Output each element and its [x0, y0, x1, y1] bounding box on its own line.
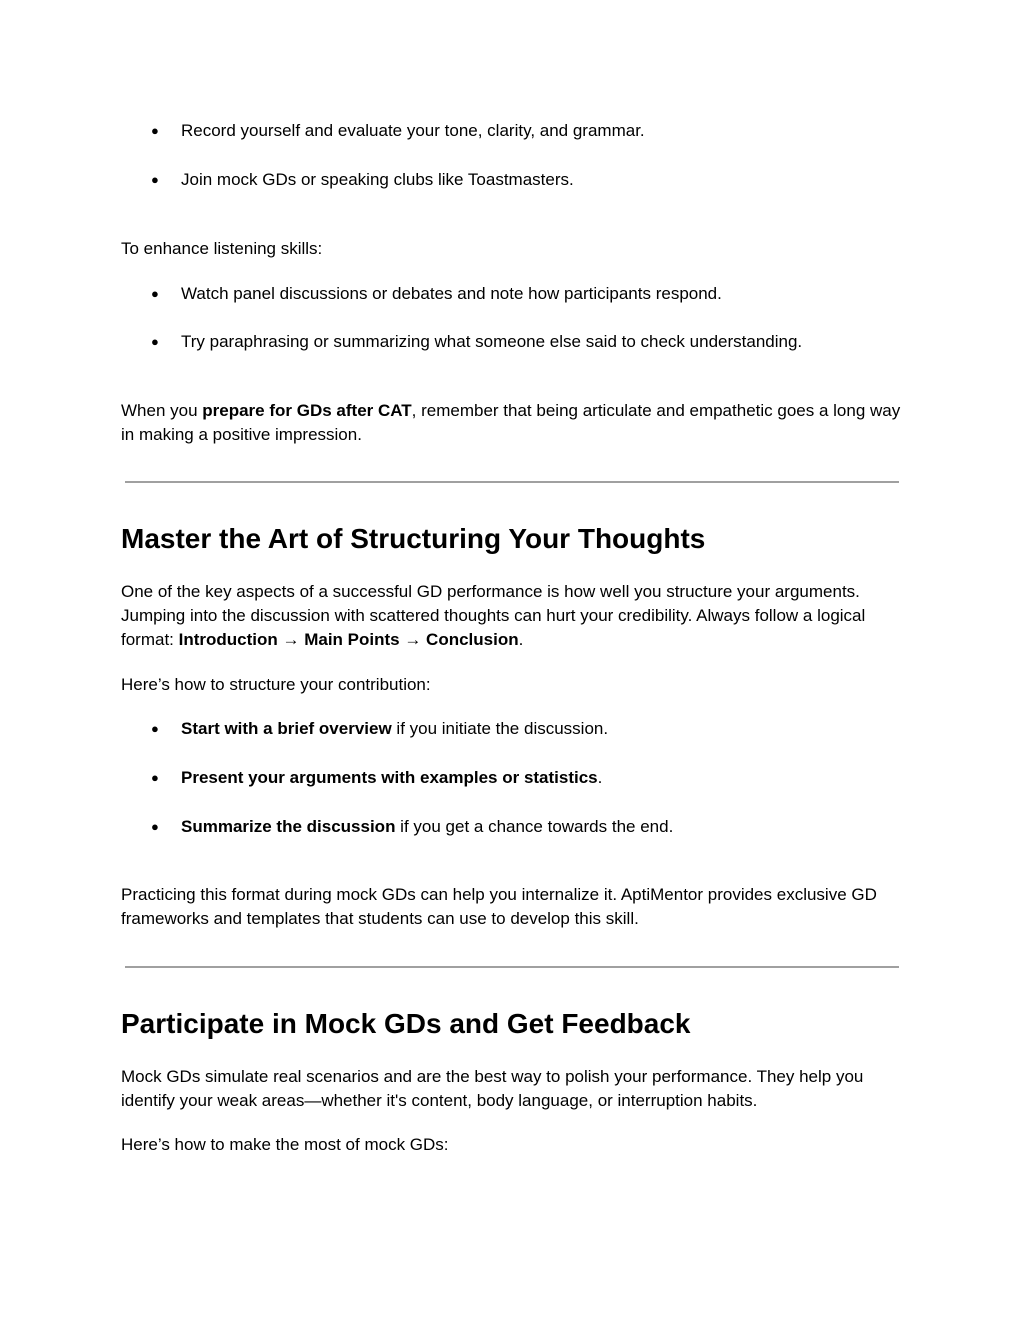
bullet-icon: ●	[151, 770, 159, 785]
bullet-icon: ●	[151, 334, 159, 349]
closing-text-bold: prepare for GDs after CAT	[202, 401, 412, 420]
paragraph-text: .	[518, 630, 524, 649]
closing-text-post: , remember that being articulate and empathetic goes a long way in making a positive impression.	[121, 401, 901, 444]
section-paragraph: Mock GDs simulate real scenarios and are the best way to polish your performance. They help you identify your weak areas—whether it's content, body language, or interruption habits.	[121, 1067, 864, 1110]
paragraph-text: One of the key aspects of a successful GD performance is how well you structure your arguments. Jumping into the discussion with scattered thoughts can hurt your credibility. Always follow a logical format:	[121, 582, 866, 649]
list-item-bold: Summarize the discussion	[181, 817, 396, 836]
list-item-text: Try paraphrasing or summarizing what someone else said to check understanding.	[181, 332, 803, 351]
closing-paragraph	[121, 399, 906, 447]
paragraph-bold-text: Introduction → Main Points → Conclusion	[178, 630, 519, 649]
bullet-icon: ●	[151, 286, 159, 301]
list-item-text: Watch panel discussions or debates and note how participants respond.	[181, 284, 722, 303]
bullet-icon: ●	[151, 819, 159, 834]
list-item-text	[181, 815, 673, 839]
bullet-icon: ●	[151, 721, 159, 736]
list-item-text: Join mock GDs or speaking clubs like Toastmasters.	[181, 170, 574, 189]
list-item-text	[181, 766, 602, 790]
list-item-rest: .	[597, 768, 603, 787]
list-item-rest: if you get a chance towards the end.	[395, 817, 674, 836]
section-heading: Participate in Mock GDs and Get Feedback	[121, 1008, 691, 1039]
list-item-bold: Start with a brief overview	[181, 719, 392, 738]
bullet-icon: ●	[151, 123, 159, 138]
list-item-text: Record yourself and evaluate your tone, clarity, and grammar.	[181, 121, 645, 140]
divider	[125, 966, 899, 968]
list-item-bold: Present your arguments with examples or statistics	[181, 768, 598, 787]
section-paragraph: Here’s how to make the most of mock GDs:	[121, 1135, 449, 1154]
divider	[125, 481, 899, 483]
list-item-rest: if you initiate the discussion.	[391, 719, 609, 738]
list-item-text	[181, 717, 608, 741]
bullet-icon: ●	[151, 172, 159, 187]
listening-intro: To enhance listening skills:	[121, 239, 323, 258]
section-paragraph	[121, 580, 906, 652]
section-paragraph: Here’s how to structure your contribution:	[121, 675, 431, 694]
closing-text-pre: When you	[121, 401, 203, 420]
section-paragraph: Practicing this format during mock GDs can help you internalize it. AptiMentor provides exclusive GD frameworks and templates that students can use to develop this skill.	[121, 885, 877, 928]
section-heading: Master the Art of Structuring Your Thoughts	[121, 523, 706, 554]
